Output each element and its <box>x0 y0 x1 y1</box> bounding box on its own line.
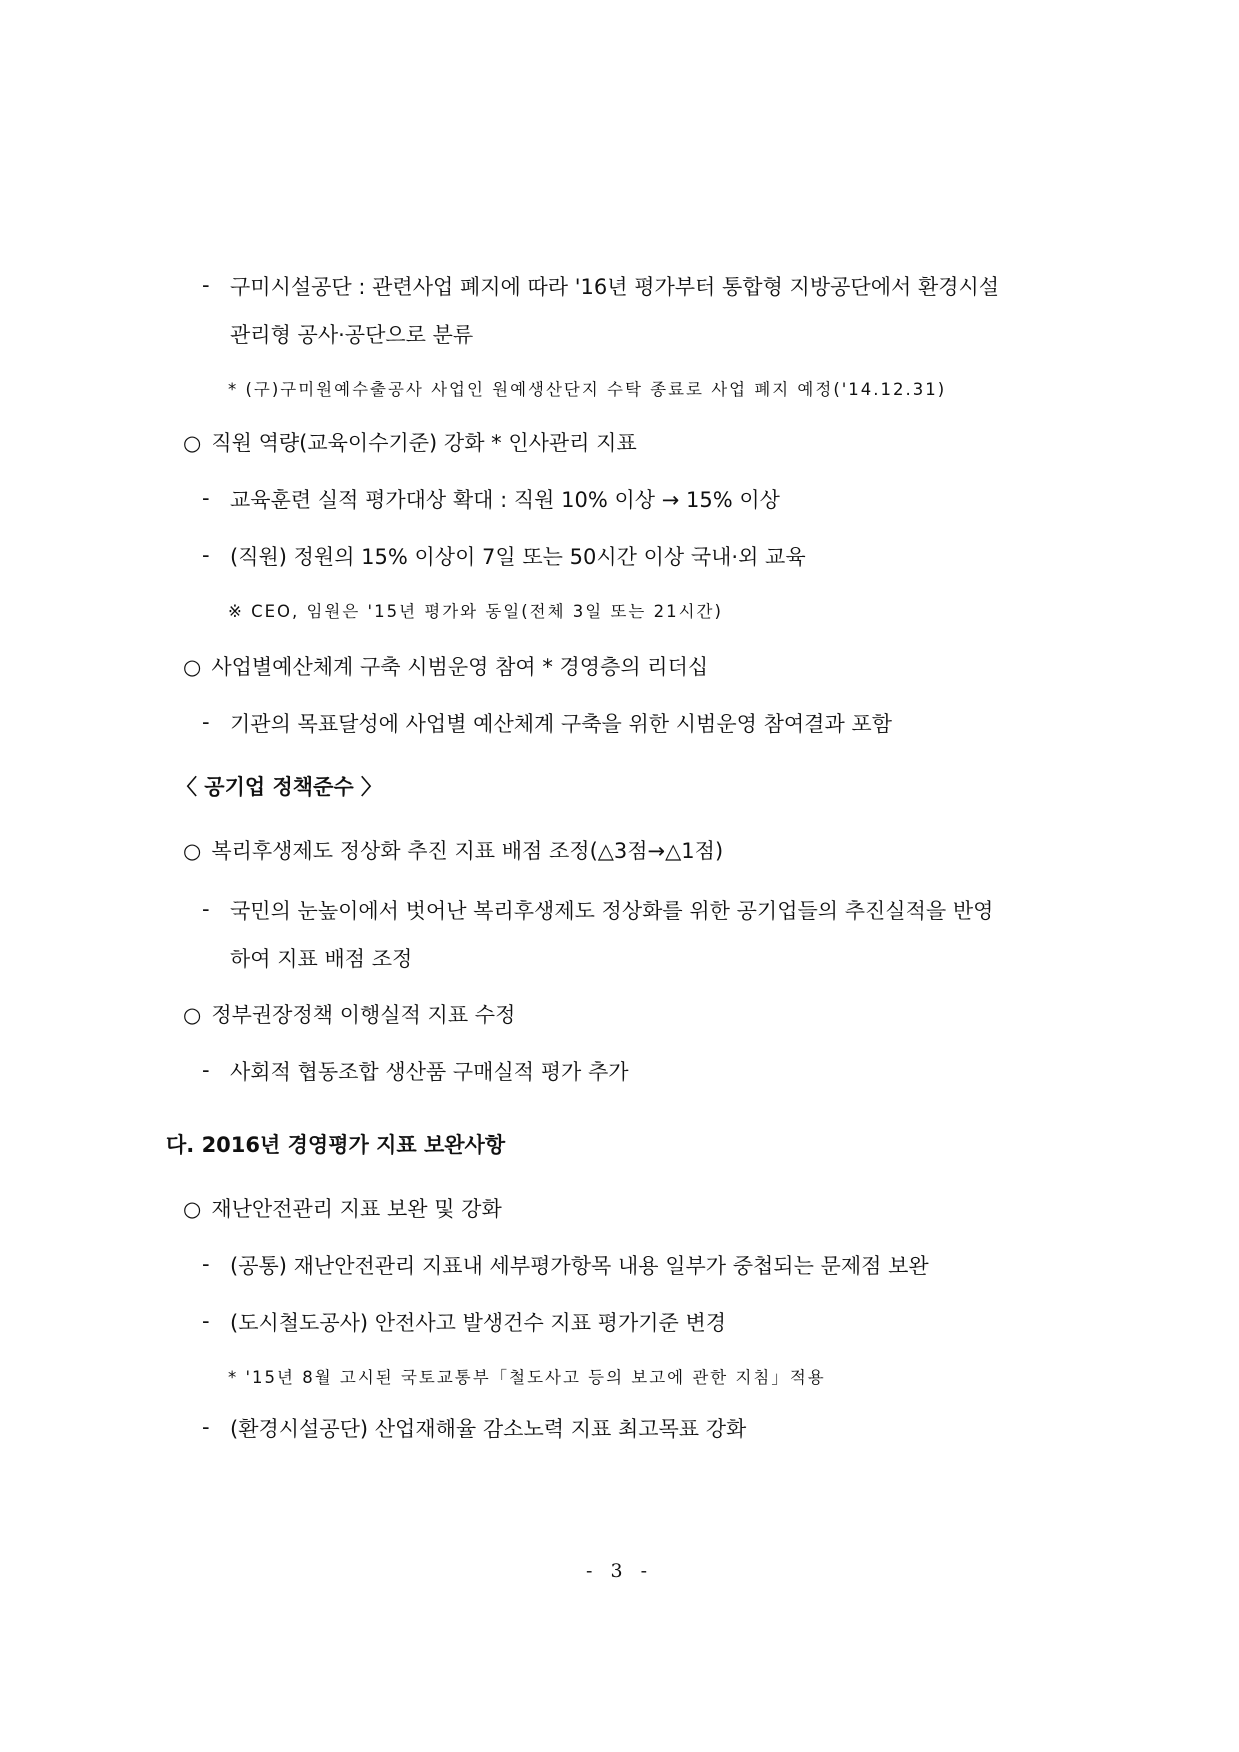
circle-bullet: ○ <box>183 839 202 863</box>
welfare-line-2: 하여 지표 배점 조정 <box>230 947 413 971</box>
list-dash: - <box>202 486 210 510</box>
gov-policy-line: 사회적 협동조합 생산품 구매실적 평가 추가 <box>230 1060 629 1084</box>
budget-heading <box>183 652 708 682</box>
metro-line: (도시철도공사) 안전사고 발생건수 지표 평가기준 변경 <box>230 1311 727 1335</box>
budget-line: 기관의 목표달성에 사업별 예산체계 구축을 위한 시범운영 참여결과 포함 <box>230 712 892 736</box>
circle-bullet: ○ <box>183 1197 202 1221</box>
list-dash: - <box>202 1415 210 1439</box>
welfare-line-1: 국민의 눈높이에서 벗어난 복리후생제도 정상화를 위한 공기업들의 추진실적을 반영 <box>230 899 994 923</box>
training-line: 교육훈련 실적 평가대상 확대 : 직원 10% 이상 → 15% 이상 <box>230 488 780 512</box>
welfare-heading-text: 복리후생제도 정상화 추진 지표 배점 조정(△3점→△1점) <box>211 839 724 863</box>
safety-heading <box>183 1194 502 1224</box>
gov-policy-heading <box>183 1000 515 1030</box>
gumi-facility-line-2: 관리형 공사·공단으로 분류 <box>230 323 474 347</box>
list-dash: - <box>202 1252 210 1276</box>
staff-competency-text: 직원 역량(교육이수기준) 강화 * 인사관리 지표 <box>211 431 637 455</box>
gumi-facility-note: * (구)구미원예수출공사 사업인 원예생산단지 수탁 종료로 사업 폐지 예정('14.12.31) <box>228 380 947 399</box>
staff-competency-heading <box>183 428 637 458</box>
metro-note: * '15년 8월 고시된 국토교통부「철도사고 등의 보고에 관한 지침」적용 <box>228 1368 826 1387</box>
list-dash: - <box>202 710 210 734</box>
safety-heading-text: 재난안전관리 지표 보완 및 강화 <box>211 1197 502 1221</box>
list-dash: - <box>202 543 210 567</box>
staff-education-line: (직원) 정원의 15% 이상이 7일 또는 50시간 이상 국내·외 교육 <box>230 545 806 569</box>
section-title-2016: 다. 2016년 경영평가 지표 보완사항 <box>166 1133 506 1157</box>
list-dash: - <box>202 1309 210 1333</box>
circle-bullet: ○ <box>183 655 202 679</box>
common-line: (공통) 재난안전관리 지표내 세부평가항목 내용 일부가 중첩되는 문제점 보완 <box>230 1254 929 1278</box>
list-dash: - <box>202 897 210 921</box>
gumi-facility-line-1: 구미시설공단 : 관련사업 폐지에 따라 '16년 평가부터 통합형 지방공단에서 환경시설 <box>230 275 1000 299</box>
policy-compliance-title: 〈 공기업 정책준수 〉 <box>176 775 382 799</box>
budget-heading-text: 사업별예산체계 구축 시범운영 참여 * 경영층의 리더십 <box>211 655 709 679</box>
env-line: (환경시설공단) 산업재해율 감소노력 지표 최고목표 강화 <box>230 1417 747 1441</box>
circle-bullet: ○ <box>183 1003 202 1027</box>
circle-bullet: ○ <box>183 431 202 455</box>
page-number: - 3 - <box>585 1560 653 1582</box>
list-dash: - <box>202 1058 210 1082</box>
ceo-note: ※ CEO, 임원은 '15년 평가와 동일(전체 3일 또는 21시간) <box>228 602 723 621</box>
gov-policy-heading-text: 정부권장정책 이행실적 지표 수정 <box>211 1003 516 1027</box>
list-dash: - <box>202 273 210 297</box>
welfare-heading <box>183 836 723 866</box>
